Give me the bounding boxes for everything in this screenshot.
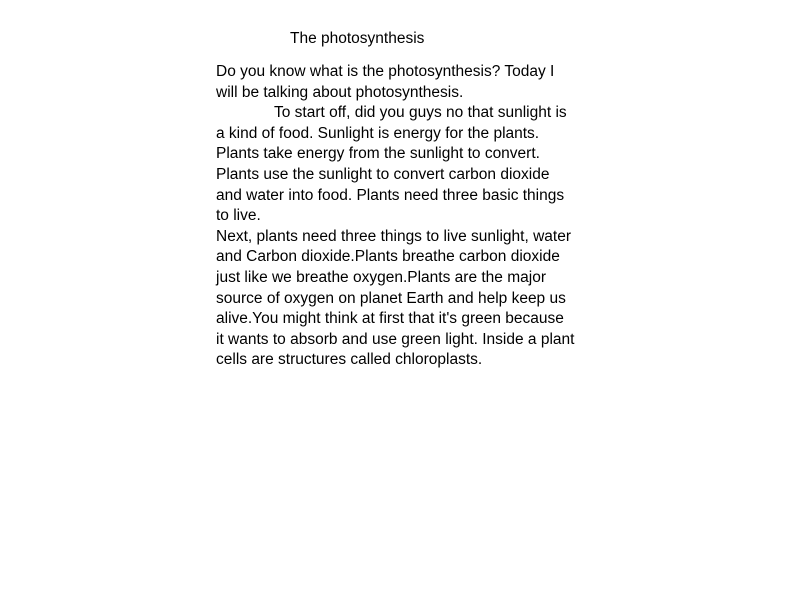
body-line: source of oxygen on planet Earth and help keep us xyxy=(216,289,566,307)
body-line-indented: To start off, did you guys no that sunlight is xyxy=(274,104,567,122)
body-line: Plants take energy from the sunlight to convert. xyxy=(216,145,540,163)
body-line: Next, plants need three things to live sunlight, water xyxy=(216,227,571,245)
body-line: it wants to absorb and use green light. Inside a plant xyxy=(216,330,575,348)
body-line: and water into food. Plants need three basic things xyxy=(216,186,565,204)
document-title: The photosynthesis xyxy=(290,30,425,47)
body-line: alive.You might think at first that it's green because xyxy=(216,310,564,328)
body-line: cells are structures called chloroplasts. xyxy=(216,351,483,369)
body-line: Plants use the sunlight to convert carbon dioxide xyxy=(216,165,550,183)
body-line: a kind of food. Sunlight is energy for the plants. xyxy=(216,124,540,142)
body-line: Do you know what is the photosynthesis? Today I xyxy=(216,63,555,80)
document-body xyxy=(216,62,596,371)
body-line: to live. xyxy=(216,207,261,225)
body-line: just like we breathe oxygen.Plants are the major xyxy=(216,268,546,286)
body-line: will be talking about photosynthesis. xyxy=(216,83,464,101)
body-line: and Carbon dioxide.Plants breathe carbon dioxide xyxy=(216,248,560,266)
